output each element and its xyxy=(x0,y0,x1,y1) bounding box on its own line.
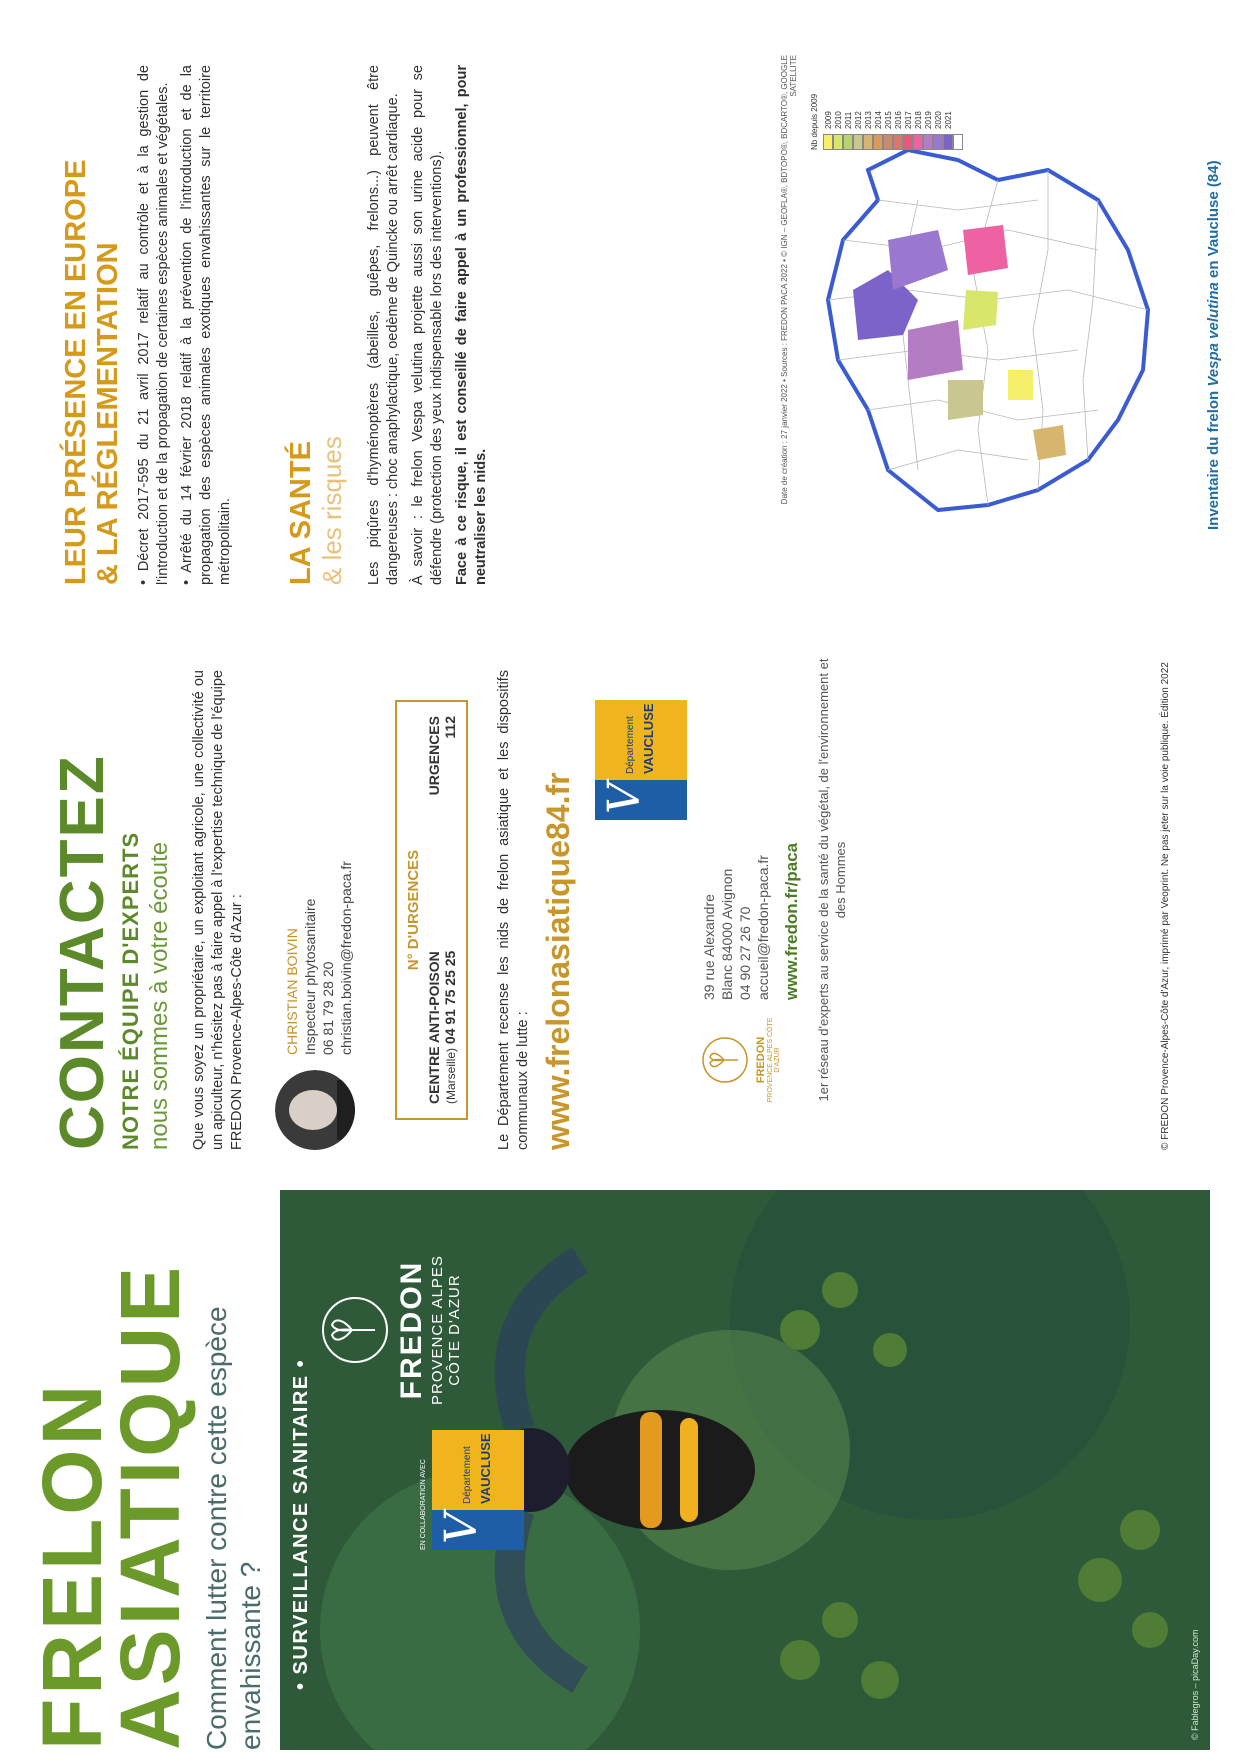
map-caption-species: Vespa velutina xyxy=(1205,282,1222,387)
map-legend-label: 2021 xyxy=(943,111,953,129)
person-last-name: BOIVIN xyxy=(284,928,300,976)
map-legend-label: 2013 xyxy=(863,111,873,129)
cover-block xyxy=(25,1160,1230,1750)
urgences-general xyxy=(426,716,458,795)
person-role: Inspecteur phytosanitaire xyxy=(302,898,318,1055)
poison-center xyxy=(426,951,458,1104)
contact-person xyxy=(275,630,375,1150)
fredon-small-logo-sub: PROVENCE ALPES CÔTE D'AZUR xyxy=(767,1017,781,1103)
cover-rotated xyxy=(25,1160,1230,1750)
fredon-website-link[interactable]: www.fredon.fr/paca xyxy=(782,842,801,1000)
map-legend-label: 2014 xyxy=(873,111,883,129)
photo-credit: © Fablegros – picaDay.com xyxy=(1190,1629,1200,1740)
regulation-title-line2: & LA RÉGLEMENTATION xyxy=(92,242,124,585)
urgences-box xyxy=(395,700,468,1120)
department-logo xyxy=(595,690,685,820)
poison-city: (Marseille) xyxy=(444,1047,458,1104)
fredon-small-logo-text: FREDON xyxy=(755,1036,767,1084)
map-legend-label: 2019 xyxy=(923,111,933,129)
health-p1: Les piqûres d'hyménoptères (abeilles, guêpes, frelons...) peuvent être dangereuses : choc anaphylactique, oedème de Quincke ou arrêt cardiaque. xyxy=(366,65,401,585)
cover-photo xyxy=(280,1190,1210,1750)
map-legend-label: 2011 xyxy=(843,111,853,129)
address-email[interactable]: accueil@fredon-paca.fr xyxy=(755,855,771,1000)
map-legend-label: 2016 xyxy=(893,111,903,129)
contact-title: CONTACTEZ xyxy=(48,754,117,1150)
map-legend-label: 2010 xyxy=(833,111,843,129)
cover-department-logo-big: VAUCLUSE xyxy=(478,1433,493,1504)
address-phone[interactable]: 04 90 27 26 70 xyxy=(737,906,753,1000)
map-caption-suffix: en Vaucluse (84) xyxy=(1205,160,1222,283)
cover-department-logo-graphic xyxy=(432,1430,524,1550)
person-name xyxy=(283,675,301,1055)
cover-department-logo-small: Département xyxy=(462,1446,473,1504)
regulation-bullet-2: • Arrêté du 14 février 2018 relatif à la prévention de l'introduction et de la propagation des espèces animales exotiques envahissantes sur le territoire métropolitain. xyxy=(179,65,233,585)
panel2-text-block xyxy=(50,600,1220,1150)
map-legend-title: Nb depuis 2009 xyxy=(810,93,819,150)
person-avatar xyxy=(275,1070,355,1150)
cover-title-line2: ASIATIQUE xyxy=(103,1262,197,1750)
panel2-text-rotated xyxy=(50,600,1220,1150)
cover-department-logo xyxy=(420,1420,510,1550)
department-logo-big: VAUCLUSE xyxy=(641,703,656,774)
map-source-line: Date de création : 27 janvier 2022 • Sources : FREDON PACA 2022 • © IGN – GEOFLA®, BDTOPO®, BDCARTO®, GOOGLE SATELLITE xyxy=(780,55,798,505)
person-email[interactable]: christian.boivin@fredon-paca.fr xyxy=(338,861,354,1055)
cover-fredon-name: FREDON xyxy=(395,1260,428,1400)
health-subtitle: & les risques xyxy=(317,436,347,585)
fredon-leaf-icon xyxy=(700,1035,750,1085)
contact-subtitle-experts: NOTRE ÉQUIPE D'EXPERTS xyxy=(118,831,143,1150)
copyright-notice: © FREDON Provence-Alpes-Côte d'Azur, imprimé par Veoprint. Ne pas jeter sur la voie publique. Édition 2022 xyxy=(1160,662,1171,1150)
cover-title-line1: FRELON xyxy=(25,1380,119,1750)
urgences-row xyxy=(426,716,458,1104)
cover-partner-label: EN COLLABORATION AVEC xyxy=(420,1459,427,1550)
fredon-address xyxy=(700,750,772,1000)
urgences-title: N° D'URGENCES xyxy=(405,849,422,971)
fredon-leaf-logo-icon xyxy=(320,1295,390,1365)
fredon-contact-block xyxy=(700,650,940,1110)
health-p3: Face à ce risque, il est conseillé de faire appel à un professionnel, pour neutraliser les nids. xyxy=(454,65,489,585)
panel1-text-rotated xyxy=(40,25,560,585)
health-text xyxy=(365,65,491,585)
person-photo xyxy=(275,1070,355,1150)
regulation-bullet-1: • Décret 2017-595 du 21 avril 2017 relatif au contrôle et à la gestion de l'introduction et de la propagation de certaines espèces animales et végétales. xyxy=(136,65,171,585)
contact-intro: Que vous soyez un propriétaire, un exploitant agricole, une collectivité ou un apiculteur, n'hésitez pas à faire appel à l'expertise technique de l'équipe FREDON Provence-Alpes-Côte d'Azur : xyxy=(191,670,245,1150)
cover-department-logo-mark: V xyxy=(436,1512,487,1544)
urgences-number[interactable]: 112 xyxy=(442,716,458,739)
cover-fredon-logo xyxy=(320,1240,463,1420)
map-legend-label: 2015 xyxy=(883,111,893,129)
regulation-heading xyxy=(60,160,124,585)
map-legend-label: 2020 xyxy=(933,111,943,129)
frelon-website-link[interactable]: www.frelonasiatique84.fr xyxy=(540,772,576,1150)
address-line-2: Blanc 84000 Avignon xyxy=(719,868,735,1000)
cover-fredon-sub1: PROVENCE ALPES xyxy=(429,1255,446,1405)
map-legend-label: 2017 xyxy=(903,111,913,129)
map-legend-label: 2009 xyxy=(823,111,833,129)
department-logo-mark: V xyxy=(599,782,650,814)
department-logo-small: Département xyxy=(625,716,636,774)
health-title: LA SANTÉ xyxy=(285,441,317,585)
cover-banner: • SURVEILLANCE SANITAIRE • xyxy=(290,1358,312,1690)
map-legend-label: 2012 xyxy=(853,111,863,129)
recense-text: Le Département recense les nids de frelon asiatique et les dispositifs communaux de lutte : xyxy=(496,670,531,1150)
poison-label: CENTRE ANTI-POISON xyxy=(426,951,442,1104)
department-logo-graphic xyxy=(595,700,687,820)
urgences-label: URGENCES xyxy=(426,716,442,796)
panel1-text-block xyxy=(40,25,560,585)
cover-subtitle: Comment lutter contre cette espèce envahissante ? xyxy=(201,1306,266,1750)
health-p2: À savoir : le frelon Vespa velutina projette aussi son urine acide pour se défendre (protection des yeux indispensable lors des interventions). xyxy=(410,65,445,585)
regulation-title-line1: LEUR PRÉSENCE EN EUROPE xyxy=(60,159,92,585)
fredon-small-logo xyxy=(700,1010,781,1110)
cover-fredon-sub2: CÔTE D'AZUR xyxy=(446,1274,463,1386)
address-line-1: 39 rue Alexandre xyxy=(701,894,717,1000)
contact-subtitle-ecoute: nous sommes à votre écoute xyxy=(146,841,173,1150)
fredon-network-tagline: 1er réseau d'experts au service de la santé du végétal, de l'environnement et des Hommes xyxy=(816,658,848,1102)
person-info xyxy=(283,675,355,1055)
map-legend-label: 2018 xyxy=(913,111,923,129)
regulation-text xyxy=(135,65,235,585)
map-caption-prefix: Inventaire du frelon xyxy=(1205,386,1222,530)
health-heading xyxy=(285,436,348,585)
person-phone[interactable]: 06 81 79 28 20 xyxy=(320,961,336,1055)
poison-number[interactable]: 04 91 75 25 25 xyxy=(442,950,458,1045)
contact-heading xyxy=(50,600,190,1150)
person-first-name: CHRISTIAN xyxy=(284,979,300,1055)
